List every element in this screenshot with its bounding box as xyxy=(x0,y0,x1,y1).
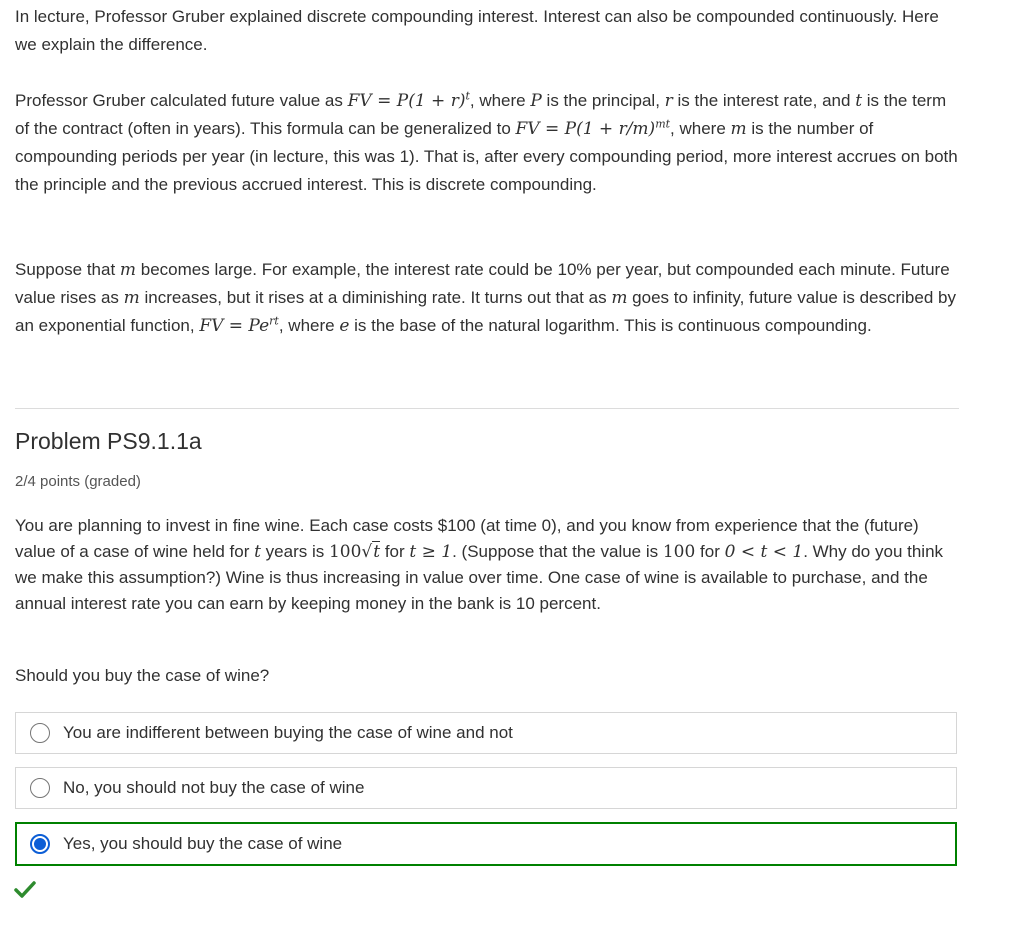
text: Professor Gruber calculated future value as xyxy=(15,91,348,110)
formula-discrete: FV = $P(1 + r)^t$ xyxy=(347,89,470,111)
formula-continuous: FV = $Pe^{rt}$ xyxy=(199,314,279,336)
intro-paragraph-2: Professor Gruber calculated future value as FV = $P(1 + r)^t$, where P is the principal, r is the interest rate, and t is the term of the contract (often in years). This formula can be generalized to FV = $P(1 + r/m)^{mt}$, where m is the number of compounding periods per year (in lecture, this was 1). That is, after every compounding period, more interest accrues on both the principle and the previous accrued interest. This is discrete compounding. xyxy=(15,89,958,194)
var-t: t xyxy=(254,541,261,562)
option-indifferent[interactable] xyxy=(15,712,957,754)
var-m: m xyxy=(611,288,628,308)
condition-2: 0 < t < 1 xyxy=(724,541,804,562)
var-m: m xyxy=(119,260,137,280)
condition-1: t ≥ 1 xyxy=(409,541,453,562)
value-100: 100 xyxy=(662,541,696,562)
intro-paragraph-3: Suppose that m becomes large. For example, the interest rate could be 10% per year, but compounded each minute. Future value rises as m increases, but it rises at a diminishing rate. It turns out that as m goes to infinity, future value is described by an exponential function, FV = $Pe^{rt}$, where e is the base of the natural logarithm. This is continuous compounding. xyxy=(15,260,956,336)
formula-generalized: FV = $P(1 + r/m)^{mt}$ xyxy=(515,117,671,139)
var-m: m xyxy=(123,288,140,308)
option-yes[interactable] xyxy=(15,822,957,866)
problem-title: Problem PS9.1.1a xyxy=(15,428,202,454)
problem-text: You are planning to invest in fine wine. Each case costs $100 (at time 0), and you know from experience that the (future) value of a case of wine held for t years is 100√t for t ≥ 1. (Suppose that the value is 100 for 0 < t < 1. Why do you think we make this assumption?) Wine is thus increasing in value over time. One case of wine is available to purchase, and the annual interest rate you can earn by keeping money in the bank is 10 percent. xyxy=(15,516,944,613)
radio-button[interactable] xyxy=(30,778,50,798)
var-e: e xyxy=(339,316,350,336)
option-label: No, you should not buy the case of wine xyxy=(63,778,365,797)
var-t: t xyxy=(855,91,863,111)
section-divider xyxy=(15,408,959,409)
intro-text-1: In lecture, Professor Gruber explained discrete compounding interest. Interest can also be compounded continuously. Here we explain the difference. xyxy=(15,7,939,54)
var-m: m xyxy=(730,119,747,139)
intro-paragraph-1 xyxy=(15,3,959,59)
option-label: You are indifferent between buying the case of wine and not xyxy=(63,723,513,742)
question-text: Should you buy the case of wine? xyxy=(15,666,270,685)
points-label: 2/4 points (graded) xyxy=(15,473,141,490)
checkmark-icon xyxy=(14,880,36,900)
var-r: r xyxy=(664,91,673,111)
option-no[interactable] xyxy=(15,767,957,809)
formula-wine-value: 100√t xyxy=(328,541,381,562)
radio-button-selected[interactable] xyxy=(30,834,50,854)
var-P: P xyxy=(530,91,542,111)
radio-button[interactable] xyxy=(30,723,50,743)
option-label: Yes, you should buy the case of wine xyxy=(63,834,343,853)
